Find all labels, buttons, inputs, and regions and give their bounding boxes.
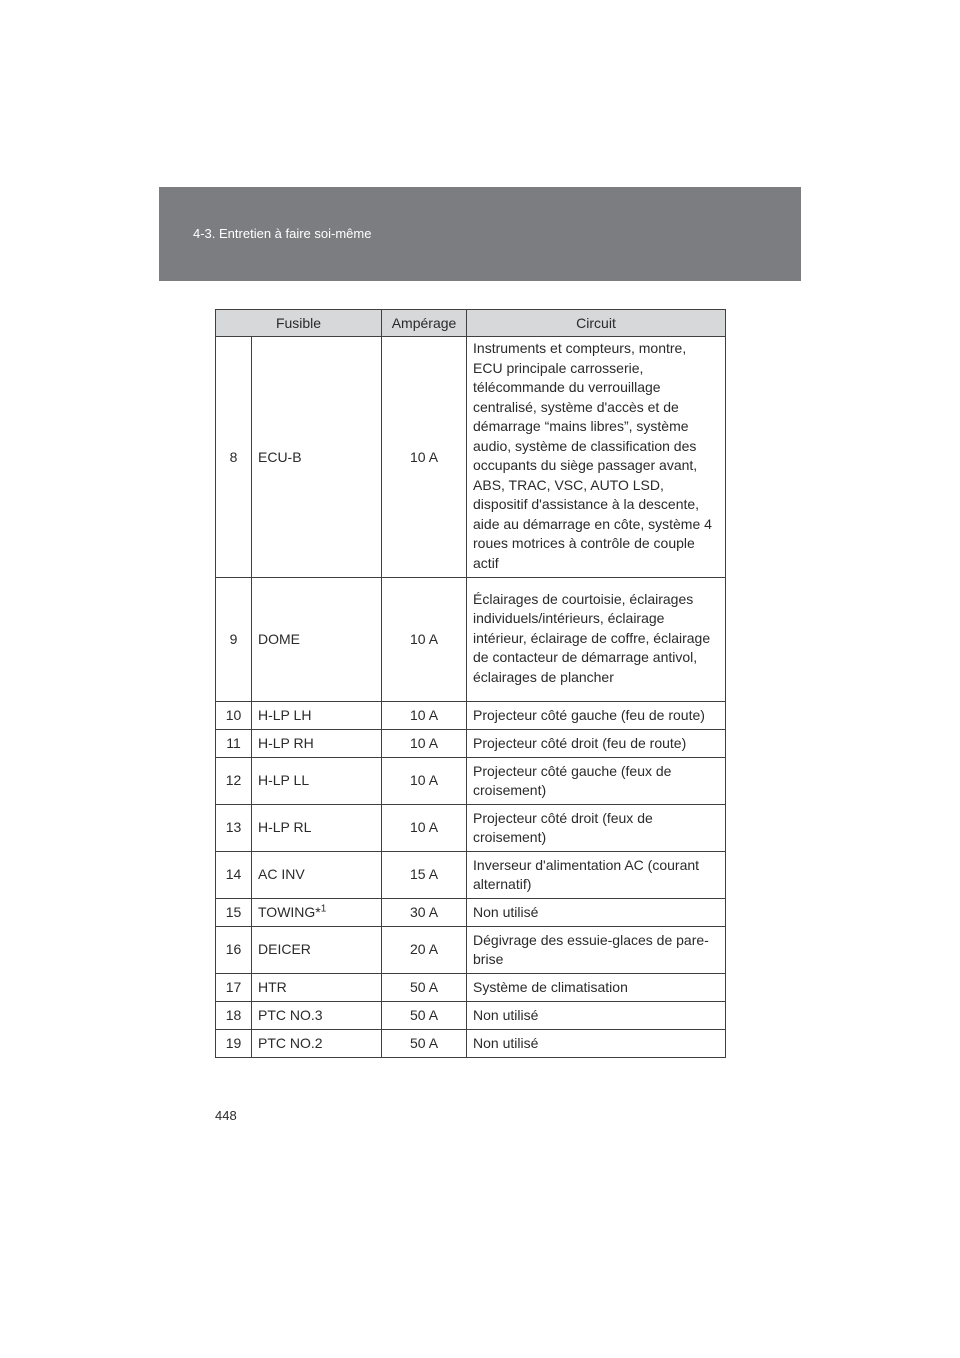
fuse-name: H-LP LL — [252, 757, 382, 804]
footnote-marker: 1 — [320, 903, 327, 915]
fuse-name: AC INV — [252, 851, 382, 898]
fuse-amperage: 10 A — [382, 578, 467, 702]
fuse-circuit: Inverseur d'alimentation AC (courant alternatif) — [467, 851, 726, 898]
fuse-number: 16 — [216, 926, 252, 973]
fuse-name: H-LP RH — [252, 729, 382, 757]
fuse-name — [252, 898, 382, 926]
fuse-amperage: 10 A — [382, 729, 467, 757]
table-row — [216, 804, 726, 851]
fuse-amperage: 50 A — [382, 973, 467, 1001]
column-header-amperage: Ampérage — [382, 310, 467, 337]
fuse-name: H-LP RL — [252, 804, 382, 851]
fuse-number: 12 — [216, 757, 252, 804]
table-row — [216, 702, 726, 730]
fuse-amperage: 15 A — [382, 851, 467, 898]
fuse-name-text: TOWING* — [258, 903, 321, 920]
table-row — [216, 1029, 726, 1057]
table-row — [216, 973, 726, 1001]
fuse-number: 13 — [216, 804, 252, 851]
fuse-circuit: Éclairages de courtoisie, éclairages individuels/intérieurs, éclairage intérieur, éclairage de coffre, éclairage de contacteur de démarrage antivol, éclairages de plancher — [467, 578, 726, 702]
page-number: 448 — [215, 1108, 237, 1123]
fuse-number: 18 — [216, 1001, 252, 1029]
fuse-name: PTC NO.3 — [252, 1001, 382, 1029]
fuse-number: 8 — [216, 337, 252, 578]
fuse-circuit: Système de climatisation — [467, 973, 726, 1001]
table-row — [216, 578, 726, 702]
header-band — [159, 187, 801, 281]
fuse-number: 17 — [216, 973, 252, 1001]
table-row — [216, 898, 726, 926]
fuse-amperage: 50 A — [382, 1001, 467, 1029]
table-row — [216, 729, 726, 757]
fuse-number: 19 — [216, 1029, 252, 1057]
fuse-circuit: Projecteur côté gauche (feu de route) — [467, 702, 726, 730]
section-title: 4-3. Entretien à faire soi-même — [193, 226, 372, 241]
fuse-amperage: 20 A — [382, 926, 467, 973]
fuse-name: HTR — [252, 973, 382, 1001]
fuse-name: DEICER — [252, 926, 382, 973]
fuse-amperage: 10 A — [382, 702, 467, 730]
fuse-number: 14 — [216, 851, 252, 898]
fuse-circuit: Projecteur côté gauche (feux de croisement) — [467, 757, 726, 804]
table-row — [216, 926, 726, 973]
fuse-amperage: 30 A — [382, 898, 467, 926]
fuse-number: 11 — [216, 729, 252, 757]
fuse-circuit: Non utilisé — [467, 898, 726, 926]
table-row — [216, 1001, 726, 1029]
table-row — [216, 851, 726, 898]
fuse-amperage: 50 A — [382, 1029, 467, 1057]
fuse-circuit: Projecteur côté droit (feux de croisement) — [467, 804, 726, 851]
fuse-amperage: 10 A — [382, 337, 467, 578]
fuse-name: DOME — [252, 578, 382, 702]
fuse-circuit: Projecteur côté droit (feu de route) — [467, 729, 726, 757]
fuse-number: 10 — [216, 702, 252, 730]
column-header-fusible: Fusible — [216, 310, 382, 337]
fuse-circuit: Dégivrage des essuie-glaces de pare-brise — [467, 926, 726, 973]
table-row — [216, 337, 726, 578]
table-header-row — [216, 310, 726, 337]
fuse-amperage: 10 A — [382, 804, 467, 851]
table-row — [216, 757, 726, 804]
fuse-number: 9 — [216, 578, 252, 702]
fuse-name: ECU-B — [252, 337, 382, 578]
fuse-table — [215, 309, 726, 1058]
fuse-amperage: 10 A — [382, 757, 467, 804]
fuse-circuit: Non utilisé — [467, 1001, 726, 1029]
column-header-circuit: Circuit — [467, 310, 726, 337]
fuse-number: 15 — [216, 898, 252, 926]
fuse-name: H-LP LH — [252, 702, 382, 730]
fuse-circuit: Instruments et compteurs, montre, ECU principale carrosserie, télécommande du verrouillage centralisé, système d'accès et de démarrage “mains libres”, système audio, système de classification des occupants du siège passager avant, ABS, TRAC, VSC, AUTO LSD, dispositif d'assistance à la descente, aide au démarrage en côte, système 4 roues motrices à contrôle de couple actif — [467, 337, 726, 578]
fuse-name: PTC NO.2 — [252, 1029, 382, 1057]
fuse-circuit: Non utilisé — [467, 1029, 726, 1057]
